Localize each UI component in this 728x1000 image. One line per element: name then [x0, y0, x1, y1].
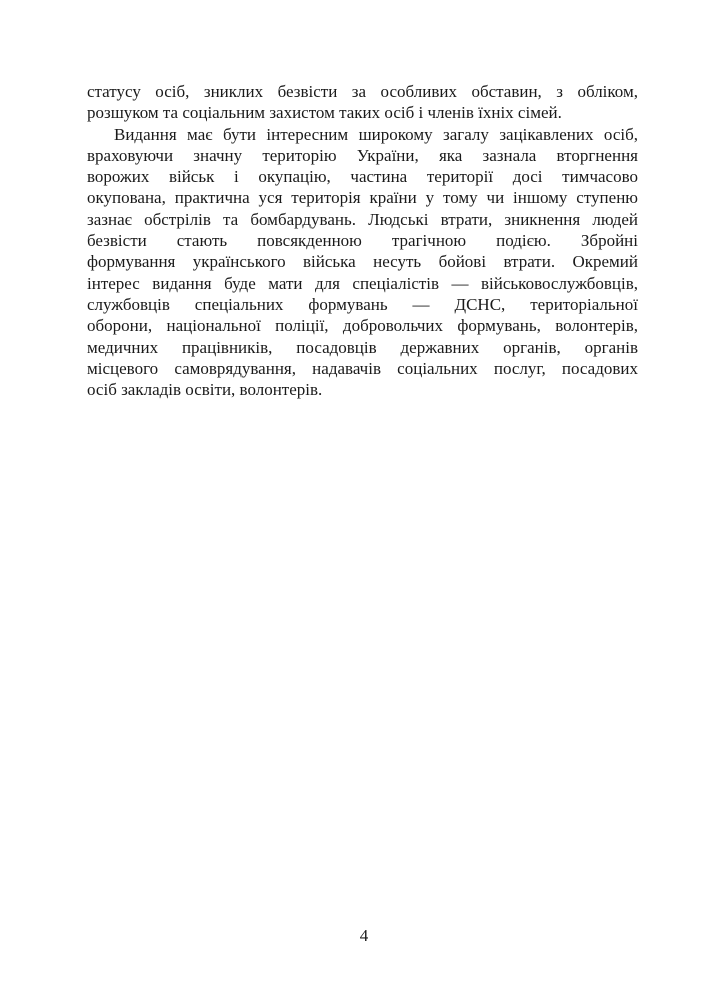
text-line: медичних працівників, посадовців державних органів, органів: [87, 337, 638, 357]
body-text: [87, 81, 638, 400]
text-line: статусу осіб, зниклих безвісти за особливих обставин, з обліком,: [87, 82, 638, 101]
text-line: зазнає обстрілів та бомбардувань. Людські втрати, зникнення людей: [87, 209, 638, 229]
text-line: службовців спеціальних формувань — ДСНС, територіальної: [87, 294, 638, 314]
text-line: місцевого самоврядування, надавачів соціальних послуг, посадових: [87, 358, 638, 378]
text-line: безвісти стають повсякденною трагічною подією. Збройні: [87, 231, 638, 251]
text-line: осіб закладів освіти, волонтерів.: [87, 380, 323, 400]
text-line: інтерес видання буде мати для спеціалістів — військовослужбовців,: [87, 273, 638, 293]
text-line: ворожих військ і окупацію, частина території досі тимчасово: [87, 167, 638, 187]
text-line: окупована, практична уся територія країни у тому чи іншому ступеню: [87, 188, 638, 208]
text-line: враховуючи значну територію України, яка зазнала вторгнення: [87, 145, 638, 165]
text-line: формування українського війська несуть бойові втрати. Окремий: [87, 252, 638, 272]
text-line: Видання має бути інтересним широкому загалу зацікавлених осіб,: [114, 124, 638, 144]
page-number: 4: [359, 926, 369, 945]
text-line: розшуком та соціальним захистом таких осіб і членів їхніх сімей.: [87, 103, 562, 123]
text-line: оборони, національної поліції, добровольчих формувань, волонтерів,: [87, 316, 638, 336]
